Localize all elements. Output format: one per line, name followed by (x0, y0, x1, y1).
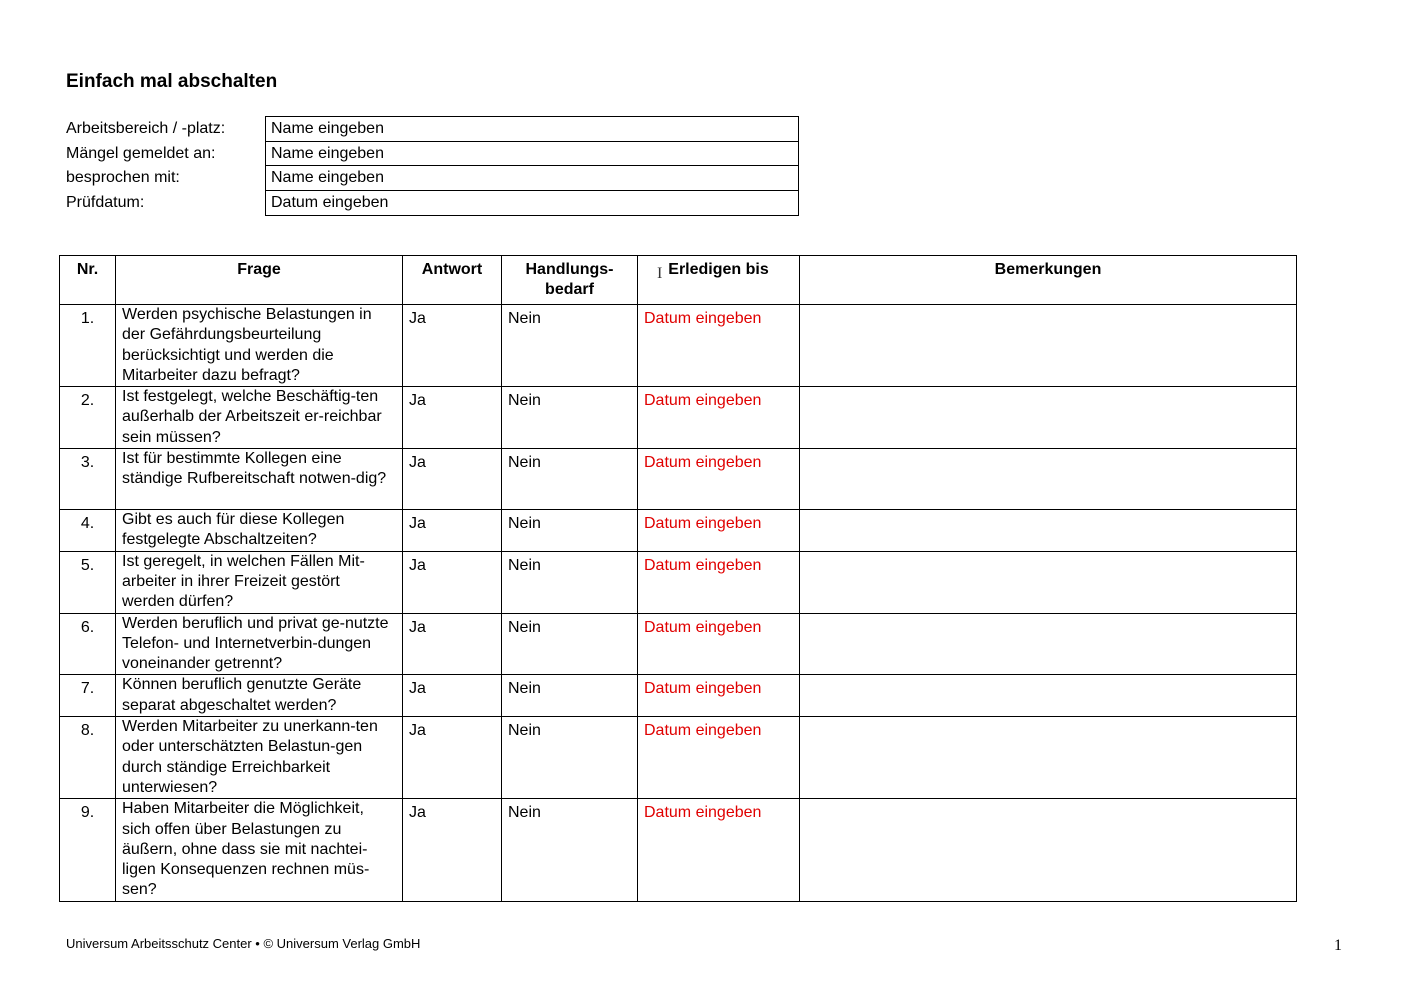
action-needed-value[interactable]: Nein (502, 305, 638, 387)
due-date-field[interactable]: Datum eingeben (638, 799, 800, 901)
due-date-field[interactable]: Datum eingeben (638, 387, 800, 449)
answer-value[interactable]: Ja (403, 387, 502, 449)
question-text: Ist festgelegt, welche Beschäftig-ten außerhalb der Arbeitszeit er-reichbar sein müssen? (116, 387, 403, 449)
check-date-field[interactable]: Datum eingeben (271, 193, 389, 211)
page-title: Einfach mal abschalten (66, 71, 278, 92)
header-handlungsbedarf: Handlungs- bedarf (502, 256, 638, 305)
reported-to-field[interactable]: Name eingeben (266, 142, 798, 167)
due-date-field[interactable]: Datum eingeben (638, 510, 800, 552)
answer-value[interactable]: Ja (403, 799, 502, 901)
meta-label: Arbeitsbereich / -platz: (66, 120, 226, 137)
row-number: 7. (60, 675, 116, 717)
action-needed-value[interactable]: Nein (502, 717, 638, 799)
question-text: Werden beruflich und privat ge-nutzte Telefon- und Internetverbin-dungen voneinander getrennt? (116, 613, 403, 675)
due-date-field[interactable]: Datum eingeben (638, 613, 800, 675)
due-date-field[interactable]: Datum eingeben (638, 449, 800, 510)
action-needed-value[interactable]: Nein (502, 510, 638, 552)
table-row (60, 387, 1297, 449)
header-nr: Nr. (60, 256, 116, 305)
remarks-field[interactable] (800, 799, 1297, 901)
question-text: Werden psychische Belastungen in der Gefährdungsbeurteilung berücksichtigt und werden die Mitarbeiter dazu befragt? (116, 305, 403, 387)
table-row (60, 675, 1297, 717)
header-antwort: Antwort (403, 256, 502, 305)
remarks-field[interactable] (800, 551, 1297, 613)
due-date-field[interactable]: Datum eingeben (638, 305, 800, 387)
remarks-field[interactable] (800, 387, 1297, 449)
text-cursor-icon: I (657, 265, 663, 282)
due-date-field[interactable]: Datum eingeben (638, 551, 800, 613)
answer-value[interactable]: Ja (403, 449, 502, 510)
row-number: 6. (60, 613, 116, 675)
row-number: 9. (60, 799, 116, 901)
answer-value[interactable]: Ja (403, 675, 502, 717)
table-row (60, 717, 1297, 799)
table-row (60, 613, 1297, 675)
question-text: Können beruflich genutzte Geräte separat abgeschaltet werden? (116, 675, 403, 717)
discussed-with-field[interactable]: Name eingeben (266, 166, 798, 191)
footer-copyright: Universum Arbeitsschutz Center • © Universum Verlag GmbH (66, 936, 421, 951)
table-row (60, 551, 1297, 613)
action-needed-value[interactable]: Nein (502, 449, 638, 510)
meta-label: besprochen mit: (66, 169, 180, 186)
meta-label: Prüfdatum: (66, 193, 145, 211)
action-needed-value[interactable]: Nein (502, 387, 638, 449)
row-number: 5. (60, 551, 116, 613)
answer-value[interactable]: Ja (403, 510, 502, 552)
action-needed-value[interactable]: Nein (502, 613, 638, 675)
due-date-field[interactable]: Datum eingeben (638, 717, 800, 799)
answer-value[interactable]: Ja (403, 613, 502, 675)
row-number: 8. (60, 717, 116, 799)
row-number: 1. (60, 305, 116, 387)
header-bemerkungen: Bemerkungen (800, 256, 1297, 305)
question-text: Ist geregelt, in welchen Fällen Mit-arbeiter in ihrer Freizeit gestört werden dürfen? (116, 551, 403, 613)
action-needed-value[interactable]: Nein (502, 551, 638, 613)
remarks-field[interactable] (800, 613, 1297, 675)
checklist-table (59, 255, 1297, 902)
meta-fields (265, 116, 799, 216)
remarks-field[interactable] (800, 717, 1297, 799)
header-frage: Frage (116, 256, 403, 305)
action-needed-value[interactable]: Nein (502, 675, 638, 717)
answer-value[interactable]: Ja (403, 717, 502, 799)
row-number: 3. (60, 449, 116, 510)
action-needed-value[interactable]: Nein (502, 799, 638, 901)
table-row (60, 799, 1297, 901)
header-erledigen-bis: Erledigen bis (638, 256, 800, 305)
table-row (60, 510, 1297, 552)
remarks-field[interactable] (800, 449, 1297, 510)
meta-labels (66, 117, 225, 215)
due-date-field[interactable]: Datum eingeben (638, 675, 800, 717)
table-row (60, 305, 1297, 387)
remarks-field[interactable] (800, 510, 1297, 552)
workplace-field[interactable]: Name eingeben (266, 117, 798, 142)
question-text: Gibt es auch für diese Kollegen festgelegte Abschaltzeiten? (116, 510, 403, 552)
page-number: 1 (1334, 937, 1342, 954)
remarks-field[interactable] (800, 675, 1297, 717)
question-text: Ist für bestimmte Kollegen eine ständige Rufbereitschaft notwen-dig? (116, 449, 403, 510)
table-row (60, 449, 1297, 510)
question-text: Werden Mitarbeiter zu unerkann-ten oder unterschätzten Belastun-gen durch ständige Erreichbarkeit unterwiesen? (116, 717, 403, 799)
row-number: 4. (60, 510, 116, 552)
answer-value[interactable]: Ja (403, 551, 502, 613)
row-number: 2. (60, 387, 116, 449)
table-header-row (60, 256, 1297, 305)
remarks-field[interactable] (800, 305, 1297, 387)
meta-label: Mängel gemeldet an: (66, 144, 216, 162)
question-text: Haben Mitarbeiter die Möglichkeit, sich offen über Belastungen zu äußern, ohne dass sie mit nachtei-ligen Konsequenzen rechnen müs-sen? (116, 799, 403, 901)
answer-value[interactable]: Ja (403, 305, 502, 387)
